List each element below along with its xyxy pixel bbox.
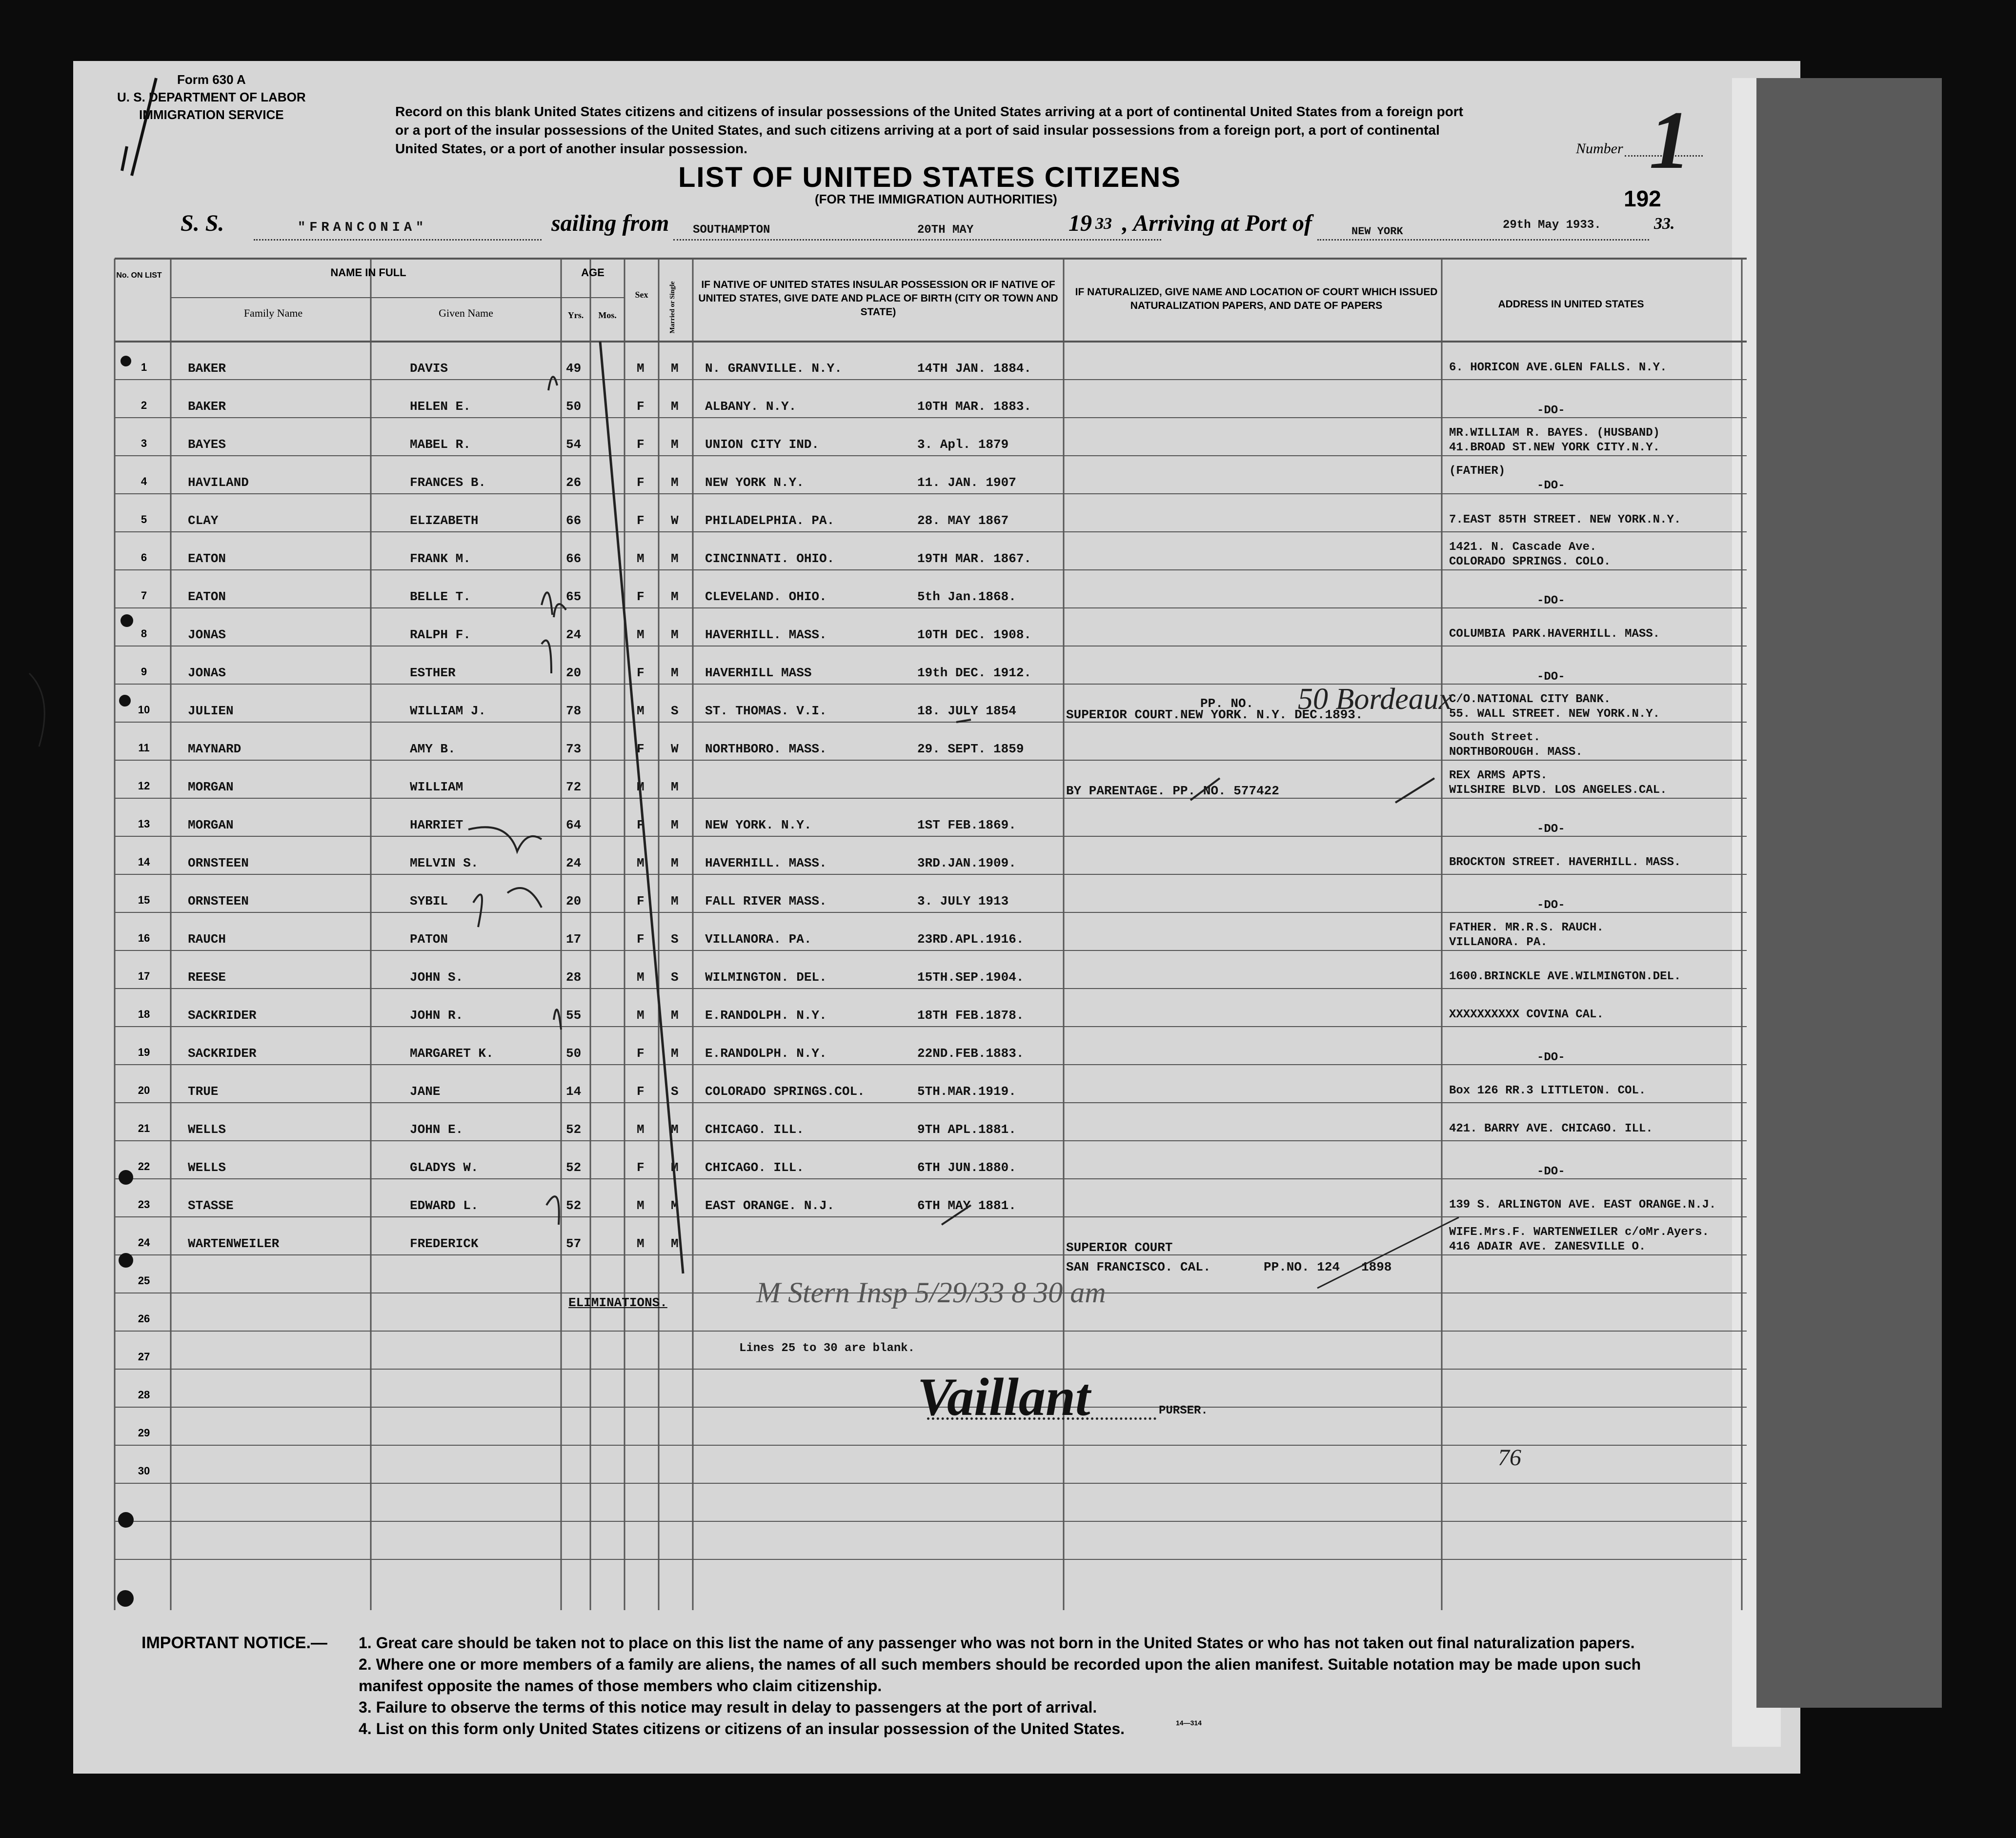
given-name-cell: PATON: [410, 932, 448, 947]
page-number: 192: [1624, 186, 1661, 211]
marital-status-cell: M: [671, 1122, 679, 1137]
form-id-line: IMMIGRATION SERVICE: [139, 107, 284, 122]
line-number: 22: [138, 1160, 150, 1172]
address-line-1: WIFE.Mrs.F. WARTENWEILER c/oMr.Ayers.: [1449, 1226, 1709, 1239]
sex-cell: F: [637, 1046, 645, 1061]
sex-cell: M: [637, 1236, 645, 1251]
sex-cell: M: [637, 704, 645, 718]
marital-status-cell: M: [671, 589, 679, 604]
birth-date-cell: 19TH MAR. 1867.: [917, 551, 1032, 566]
line-number: 14: [138, 856, 150, 868]
birthplace-cell: UNION CITY IND.: [705, 437, 820, 452]
marital-status-cell: M: [671, 1008, 679, 1023]
page-subtitle: (FOR THE IMMIGRATION AUTHORITIES): [815, 192, 1057, 206]
age-years-cell: 24: [566, 627, 582, 642]
family-name-cell: REESE: [188, 970, 226, 985]
family-name-cell: ORNSTEEN: [188, 894, 249, 909]
line-number: 27: [138, 1351, 150, 1363]
birthplace-cell: CLEVELAND. OHIO.: [705, 589, 827, 604]
age-years-cell: 54: [566, 437, 582, 452]
sex-cell: F: [637, 742, 645, 756]
given-name-cell: JANE: [410, 1084, 441, 1099]
line-number: 2: [141, 399, 147, 411]
birth-date-cell: 19th DEC. 1912.: [917, 666, 1032, 680]
col-family-name: Family Name: [243, 307, 303, 319]
address-line-2: VILLANORA. PA.: [1449, 936, 1548, 949]
address-line-2: WILSHIRE BLVD. LOS ANGELES.CAL.: [1449, 784, 1667, 797]
address-line-1: C/O.NATIONAL CITY BANK.: [1449, 693, 1611, 706]
marital-status-cell: M: [671, 361, 679, 376]
from-port: SOUTHAMPTON: [693, 223, 770, 237]
marital-status-cell: M: [671, 627, 679, 642]
address-line-1: Box 126 RR.3 LITTLETON. COL.: [1449, 1084, 1646, 1097]
family-name-cell: JONAS: [188, 627, 226, 642]
naturalization-cell: BY PARENTAGE. PP. NO. 577422: [1066, 784, 1279, 798]
given-name-cell: GLADYS W.: [410, 1160, 479, 1175]
birthplace-cell: NEW YORK. N.Y.: [705, 818, 812, 832]
sex-cell: M: [637, 970, 645, 985]
sex-cell: F: [637, 818, 645, 832]
line-number: 3: [141, 437, 147, 449]
birth-date-cell: 5TH.MAR.1919.: [917, 1084, 1016, 1099]
marital-status-cell: S: [671, 932, 679, 947]
page-title: LIST OF UNITED STATES CITIZENS: [678, 162, 1181, 193]
purser-label: PURSER.: [1159, 1404, 1208, 1417]
purser-signature: Vaillant: [917, 1367, 1090, 1427]
address-line-2: NORTHBOROUGH. MASS.: [1449, 746, 1583, 759]
birth-date-cell: 1ST FEB.1869.: [917, 818, 1016, 832]
birthplace-cell: HAVERHILL. MASS.: [705, 856, 827, 870]
age-years-cell: 50: [566, 399, 582, 414]
address-line-1: BROCKTON STREET. HAVERHILL. MASS.: [1449, 856, 1681, 869]
address-line-1: 7.EAST 85TH STREET. NEW YORK.N.Y.: [1449, 513, 1681, 526]
address-line-1: -DO-: [1537, 404, 1565, 417]
line-number: 7: [141, 589, 147, 602]
marital-status-cell: M: [671, 780, 679, 794]
birthplace-cell: VILLANORA. PA.: [705, 932, 812, 947]
birthplace-cell: CHICAGO. ILL.: [705, 1122, 804, 1137]
address-line-1: -DO-: [1537, 899, 1565, 912]
given-name-cell: HELEN E.: [410, 399, 471, 414]
form-id-line: U. S. DEPARTMENT OF LABOR: [117, 90, 306, 104]
sex-cell: F: [637, 1160, 645, 1175]
family-name-cell: MORGAN: [188, 818, 234, 832]
age-years-cell: 24: [566, 856, 582, 870]
given-name-cell: FREDERICK: [410, 1236, 479, 1251]
family-name-cell: SACKRIDER: [188, 1008, 257, 1023]
birthplace-cell: HAVERHILL MASS: [705, 666, 812, 680]
col-age-yrs: Yrs.: [567, 310, 584, 320]
address-line-2: 55. WALL STREET. NEW YORK.N.Y.: [1449, 707, 1660, 721]
marital-status-cell: M: [671, 551, 679, 566]
sex-cell: M: [637, 856, 645, 870]
birth-date-cell: 6TH JUN.1880.: [917, 1160, 1016, 1175]
form-instruction: Record on this blank United States citizens and citizens of insular possessions of the United States arriving at a port of continental United States from a foreign port or a port of the insular possessions of the United States, and such citizens arriving at a port of said insular possessions from a foreign port, a port of continental United States, or a port of another insular possession.: [395, 104, 1464, 156]
birth-date-cell: 11. JAN. 1907: [917, 475, 1016, 490]
ss-label: S. S.: [181, 210, 224, 236]
sex-cell: M: [637, 1008, 645, 1023]
line-number: 15: [138, 894, 150, 906]
family-name-cell: MORGAN: [188, 780, 234, 794]
line-number: 17: [138, 970, 150, 982]
sex-cell: F: [637, 932, 645, 947]
sex-cell: F: [637, 589, 645, 604]
col-naturalized: IF NATURALIZED, GIVE NAME AND LOCATION OF COURT WHICH ISSUED NATURALIZATION PAPERS, AND DATE OF PAPERS: [1075, 286, 1438, 311]
year-prefix: 19: [1068, 210, 1092, 236]
sex-cell: M: [637, 551, 645, 566]
address-line-1: -DO-: [1537, 823, 1565, 836]
address-line-1: -DO-: [1537, 1051, 1565, 1064]
col-age-mos: Mos.: [598, 310, 617, 320]
age-years-cell: 14: [566, 1084, 582, 1099]
sex-cell: F: [637, 475, 645, 490]
marital-status-cell: M: [671, 437, 679, 452]
col-no-on-list: No. ON LIST: [116, 271, 162, 280]
line-number: 9: [141, 666, 147, 678]
given-name-cell: FRANK M.: [410, 551, 471, 566]
birthplace-cell: PHILADELPHIA. PA.: [705, 513, 835, 528]
arrival-date: 29th May 1933.: [1503, 219, 1601, 232]
line-number: 11: [138, 742, 150, 754]
arrival-port: NEW YORK: [1351, 225, 1403, 238]
naturalization-cell: SUPERIOR COURT.NEW YORK. N.Y. DEC.1893.: [1066, 707, 1363, 722]
age-years-cell: 52: [566, 1122, 582, 1137]
arrival-year: 33.: [1654, 215, 1675, 233]
julien-pp-label: PP. NO.: [1200, 696, 1254, 711]
family-name-cell: JULIEN: [188, 704, 234, 718]
sex-cell: F: [637, 1084, 645, 1099]
family-name-cell: EATON: [188, 551, 226, 566]
number-label: Number: [1576, 141, 1623, 157]
age-years-cell: 55: [566, 1008, 582, 1023]
birth-date-cell: 9TH APL.1881.: [917, 1122, 1016, 1137]
address-line-1: XXXXXXXXXX COVINA CAL.: [1449, 1008, 1604, 1021]
age-years-cell: 52: [566, 1160, 582, 1175]
address-line-2: 41.BROAD ST.NEW YORK CITY.N.Y.: [1449, 441, 1660, 454]
number-value: 1: [1649, 94, 1691, 186]
birth-date-cell: 3. JULY 1913: [917, 894, 1009, 909]
marital-status-cell: M: [671, 475, 679, 490]
line-number: 30: [138, 1465, 150, 1477]
given-name-cell: MABEL R.: [410, 437, 471, 452]
given-name-cell: WILLIAM: [410, 780, 464, 794]
marital-status-cell: W: [671, 742, 679, 756]
given-name-cell: HARRIET: [410, 818, 464, 832]
age-years-cell: 66: [566, 551, 582, 566]
sex-cell: F: [637, 666, 645, 680]
line-number: 28: [138, 1389, 150, 1401]
address-line-1: FATHER. MR.R.S. RAUCH.: [1449, 921, 1604, 934]
birthplace-cell: NEW YORK N.Y.: [705, 475, 804, 490]
bottom-handwritten-mark: 76: [1498, 1445, 1521, 1471]
address-line-1: 139 S. ARLINGTON AVE. EAST ORANGE.N.J.: [1449, 1198, 1716, 1212]
sex-cell: F: [637, 513, 645, 528]
marital-status-cell: S: [671, 1084, 679, 1099]
birth-date-cell: 10TH MAR. 1883.: [917, 399, 1032, 414]
family-name-cell: CLAY: [188, 513, 219, 528]
birth-date-cell: 14TH JAN. 1884.: [917, 361, 1032, 376]
birthplace-cell: CHICAGO. ILL.: [705, 1160, 804, 1175]
col-birth: IF NATIVE OF UNITED STATES INSULAR POSSESSION OR IF NATIVE OF UNITED STATES, GIVE DATE AND PLACE OF BIRTH (CITY OR TOWN AND STATE): [698, 279, 1058, 318]
ship-name: "FRANCONIA": [298, 221, 428, 235]
sex-cell: M: [637, 361, 645, 376]
marital-status-cell: M: [671, 856, 679, 870]
birth-date-cell: 23RD.APL.1916.: [917, 932, 1024, 947]
given-name-cell: JOHN E.: [410, 1122, 464, 1137]
given-name-cell: JOHN R.: [410, 1008, 464, 1023]
family-name-cell: WELLS: [188, 1122, 226, 1137]
wartenweiler-year: 1898: [1361, 1260, 1392, 1274]
col-name-in-full: NAME IN FULL: [330, 266, 406, 279]
marital-status-cell: M: [671, 1236, 679, 1251]
family-name-cell: RAUCH: [188, 932, 226, 947]
birth-date-cell: 18. JULY 1854: [917, 704, 1016, 718]
age-years-cell: 64: [566, 818, 582, 832]
given-name-cell: ESTHER: [410, 666, 456, 680]
family-name-cell: ORNSTEEN: [188, 856, 249, 870]
address-line-1: -DO-: [1537, 1165, 1565, 1178]
birth-date-cell: 3RD.JAN.1909.: [917, 856, 1016, 870]
family-name-cell: BAKER: [188, 399, 226, 414]
given-name-cell: JOHN S.: [410, 970, 464, 985]
family-name-cell: BAYES: [188, 437, 226, 452]
notice-item: 1. Great care should be taken not to place on this list the name of any passenger who was not born in the United States or who has not taken out final naturalization papers.: [359, 1634, 1635, 1652]
address-line-2: COLORADO SPRINGS. COLO.: [1449, 555, 1611, 568]
birthplace-cell: NORTHBORO. MASS.: [705, 742, 827, 756]
birth-date-cell: 22ND.FEB.1883.: [917, 1046, 1024, 1061]
arriving-label: , Arriving at Port of: [1122, 210, 1312, 236]
age-years-cell: 20: [566, 894, 582, 909]
line-number: 20: [138, 1084, 150, 1096]
family-name-cell: WELLS: [188, 1160, 226, 1175]
line-number: 13: [138, 818, 150, 830]
birth-date-cell: 6TH MAY 1881.: [917, 1198, 1016, 1213]
birthplace-cell: E.RANDOLPH. N.Y.: [705, 1008, 827, 1023]
family-name-cell: SACKRIDER: [188, 1046, 257, 1061]
birthplace-cell: CINCINNATI. OHIO.: [705, 551, 835, 566]
notice-item: 3. Failure to observe the terms of this notice may result in delay to passengers at the port of arrival.: [359, 1698, 1097, 1716]
line-number: 18: [138, 1008, 150, 1020]
marital-status-cell: M: [671, 818, 679, 832]
address-line-1: (FATHER): [1449, 465, 1506, 478]
notice-label: IMPORTANT NOTICE.—: [141, 1634, 327, 1652]
age-years-cell: 72: [566, 780, 582, 794]
birthplace-cell: COLORADO SPRINGS.COL.: [705, 1084, 865, 1099]
line-number: 26: [138, 1313, 150, 1325]
birthplace-cell: ALBANY. N.Y.: [705, 399, 797, 414]
sex-cell: M: [637, 627, 645, 642]
address-line-1: 6. HORICON AVE.GLEN FALLS. N.Y.: [1449, 361, 1667, 374]
family-name-cell: MAYNARD: [188, 742, 242, 756]
naturalization-cell: SUPERIOR COURT: [1066, 1240, 1173, 1255]
birth-date-cell: 3. Apl. 1879: [917, 437, 1009, 452]
line-number: 19: [138, 1046, 150, 1058]
address-line-1: -DO-: [1537, 594, 1565, 607]
birthplace-cell: WILMINGTON. DEL.: [705, 970, 827, 985]
age-years-cell: 28: [566, 970, 582, 985]
given-name-cell: DAVIS: [410, 361, 448, 376]
line-number: 21: [138, 1122, 150, 1134]
given-name-cell: ELIZABETH: [410, 513, 479, 528]
col-address: ADDRESS IN UNITED STATES: [1498, 299, 1644, 310]
address-line-1: MR.WILLIAM R. BAYES. (HUSBAND): [1449, 426, 1660, 440]
col-age: AGE: [581, 266, 605, 279]
sex-cell: M: [637, 1198, 645, 1213]
sex-cell: M: [637, 780, 645, 794]
address-line-1: 1421. N. Cascade Ave.: [1449, 541, 1597, 554]
sex-cell: F: [637, 894, 645, 909]
marital-status-cell: W: [671, 513, 679, 528]
blank-lines-note: Lines 25 to 30 are blank.: [739, 1342, 915, 1355]
family-name-cell: JONAS: [188, 666, 226, 680]
family-name-cell: BAKER: [188, 361, 226, 376]
line-number: 25: [138, 1274, 150, 1287]
eliminations-label: ELIMINATIONS.: [568, 1295, 667, 1310]
birthplace-cell: ST. THOMAS. V.I.: [705, 704, 827, 718]
given-name-cell: RALPH F.: [410, 627, 471, 642]
line-number: 12: [138, 780, 150, 792]
birth-date-cell: 29. SEPT. 1859: [917, 742, 1024, 756]
line-number: 6: [141, 551, 147, 564]
notice-item: 2. Where one or more members of a family are aliens, the names of all such members should be recorded upon the alien manifest. Suitable notation may be made upon such manifest opposite the names of those members who claim citizenship.: [359, 1656, 1641, 1695]
important-notice: [141, 1632, 1703, 1739]
sex-cell: M: [637, 1122, 645, 1137]
line-number: 4: [141, 475, 147, 487]
address-line-2: 416 ADAIR AVE. ZANESVILLE O.: [1449, 1240, 1646, 1253]
line-number: 16: [138, 932, 150, 944]
line-number: 5: [141, 513, 147, 525]
age-years-cell: 26: [566, 475, 582, 490]
sex-cell: F: [637, 399, 645, 414]
marital-status-cell: S: [671, 970, 679, 985]
address-line-1: -DO-: [1537, 670, 1565, 684]
birthplace-cell: N. GRANVILLE. N.Y.: [705, 361, 842, 376]
age-years-cell: 50: [566, 1046, 582, 1061]
col-given-name: Given Name: [439, 307, 493, 319]
given-name-cell: WILLIAM J.: [410, 704, 486, 718]
given-name-cell: BELLE T.: [410, 589, 471, 604]
address-line-1: 421. BARRY AVE. CHICAGO. ILL.: [1449, 1122, 1653, 1135]
family-name-cell: WARTENWEILER: [188, 1236, 280, 1251]
line-number: 29: [138, 1427, 150, 1439]
address-line-1: South Street.: [1449, 731, 1541, 744]
marital-status-cell: M: [671, 1046, 679, 1061]
birthplace-cell: E.RANDOLPH. N.Y.: [705, 1046, 827, 1061]
wartenweiler-pp: PP.NO. 124: [1264, 1260, 1340, 1274]
age-years-cell: 17: [566, 932, 582, 947]
family-name-cell: EATON: [188, 589, 226, 604]
sailing-from-label: sailing from: [551, 210, 669, 236]
age-years-cell: 49: [566, 361, 582, 376]
inspector-stamp-note: M Stern Insp 5/29/33 8 30 am: [756, 1276, 1106, 1309]
given-name-cell: FRANCES B.: [410, 475, 486, 490]
age-years-cell: 65: [566, 589, 582, 604]
marital-status-cell: M: [671, 1160, 679, 1175]
age-years-cell: 66: [566, 513, 582, 528]
birth-date-cell: 18TH FEB.1878.: [917, 1008, 1024, 1023]
marital-status-cell: M: [671, 666, 679, 680]
age-years-cell: 78: [566, 704, 582, 718]
birthplace-cell: FALL RIVER MASS.: [705, 894, 827, 909]
notice-item: 4. List on this form only United States citizens or citizens of an insular possession of the United States.: [359, 1720, 1125, 1737]
given-name-cell: SYBIL: [410, 894, 448, 909]
year-suffix: 33: [1095, 215, 1112, 233]
birthplace-cell: HAVERHILL. MASS.: [705, 627, 827, 642]
sex-cell: F: [637, 437, 645, 452]
address-line-1: COLUMBIA PARK.HAVERHILL. MASS.: [1449, 627, 1660, 641]
given-name-cell: MELVIN S.: [410, 856, 479, 870]
col-married-single: Married or Single: [669, 281, 676, 334]
from-date: 20TH MAY: [917, 223, 974, 237]
birthplace-cell: EAST ORANGE. N.J.: [705, 1198, 835, 1213]
line-number: 8: [141, 627, 147, 640]
form-id-line: Form 630 A: [177, 72, 246, 87]
age-years-cell: 52: [566, 1198, 582, 1213]
family-name-cell: HAVILAND: [188, 475, 249, 490]
marital-status-cell: M: [671, 1198, 679, 1213]
address-line-1: REX ARMS APTS.: [1449, 769, 1548, 782]
print-code: 14—314: [1176, 1719, 1202, 1727]
address-line-2: -DO-: [1537, 479, 1565, 492]
given-name-cell: EDWARD L.: [410, 1198, 479, 1213]
line-number: 24: [138, 1236, 150, 1249]
age-years-cell: 20: [566, 666, 582, 680]
line-number: 1: [141, 361, 147, 373]
age-years-cell: 73: [566, 742, 582, 756]
age-years-cell: 57: [566, 1236, 582, 1251]
address-line-1: 1600.BRINCKLE AVE.WILMINGTON.DEL.: [1449, 970, 1681, 983]
line-number: 10: [138, 704, 150, 716]
birth-date-cell: 10TH DEC. 1908.: [917, 627, 1032, 642]
birth-date-cell: 15TH.SEP.1904.: [917, 970, 1024, 985]
marital-status-cell: S: [671, 704, 679, 718]
birth-date-cell: 28. MAY 1867: [917, 513, 1009, 528]
marital-status-cell: M: [671, 894, 679, 909]
given-name-cell: AMY B.: [410, 742, 456, 756]
line-number: 23: [138, 1198, 150, 1211]
handwritten-court-note: 50 Bordeaux: [1298, 683, 1452, 716]
wartenweiler-court-location: SAN FRANCISCO. CAL.: [1066, 1260, 1211, 1274]
given-name-cell: MARGARET K.: [410, 1046, 494, 1061]
birth-date-cell: 5th Jan.1868.: [917, 589, 1016, 604]
col-sex: Sex: [635, 290, 648, 300]
marital-status-cell: M: [671, 399, 679, 414]
family-name-cell: TRUE: [188, 1084, 219, 1099]
family-name-cell: STASSE: [188, 1198, 234, 1213]
